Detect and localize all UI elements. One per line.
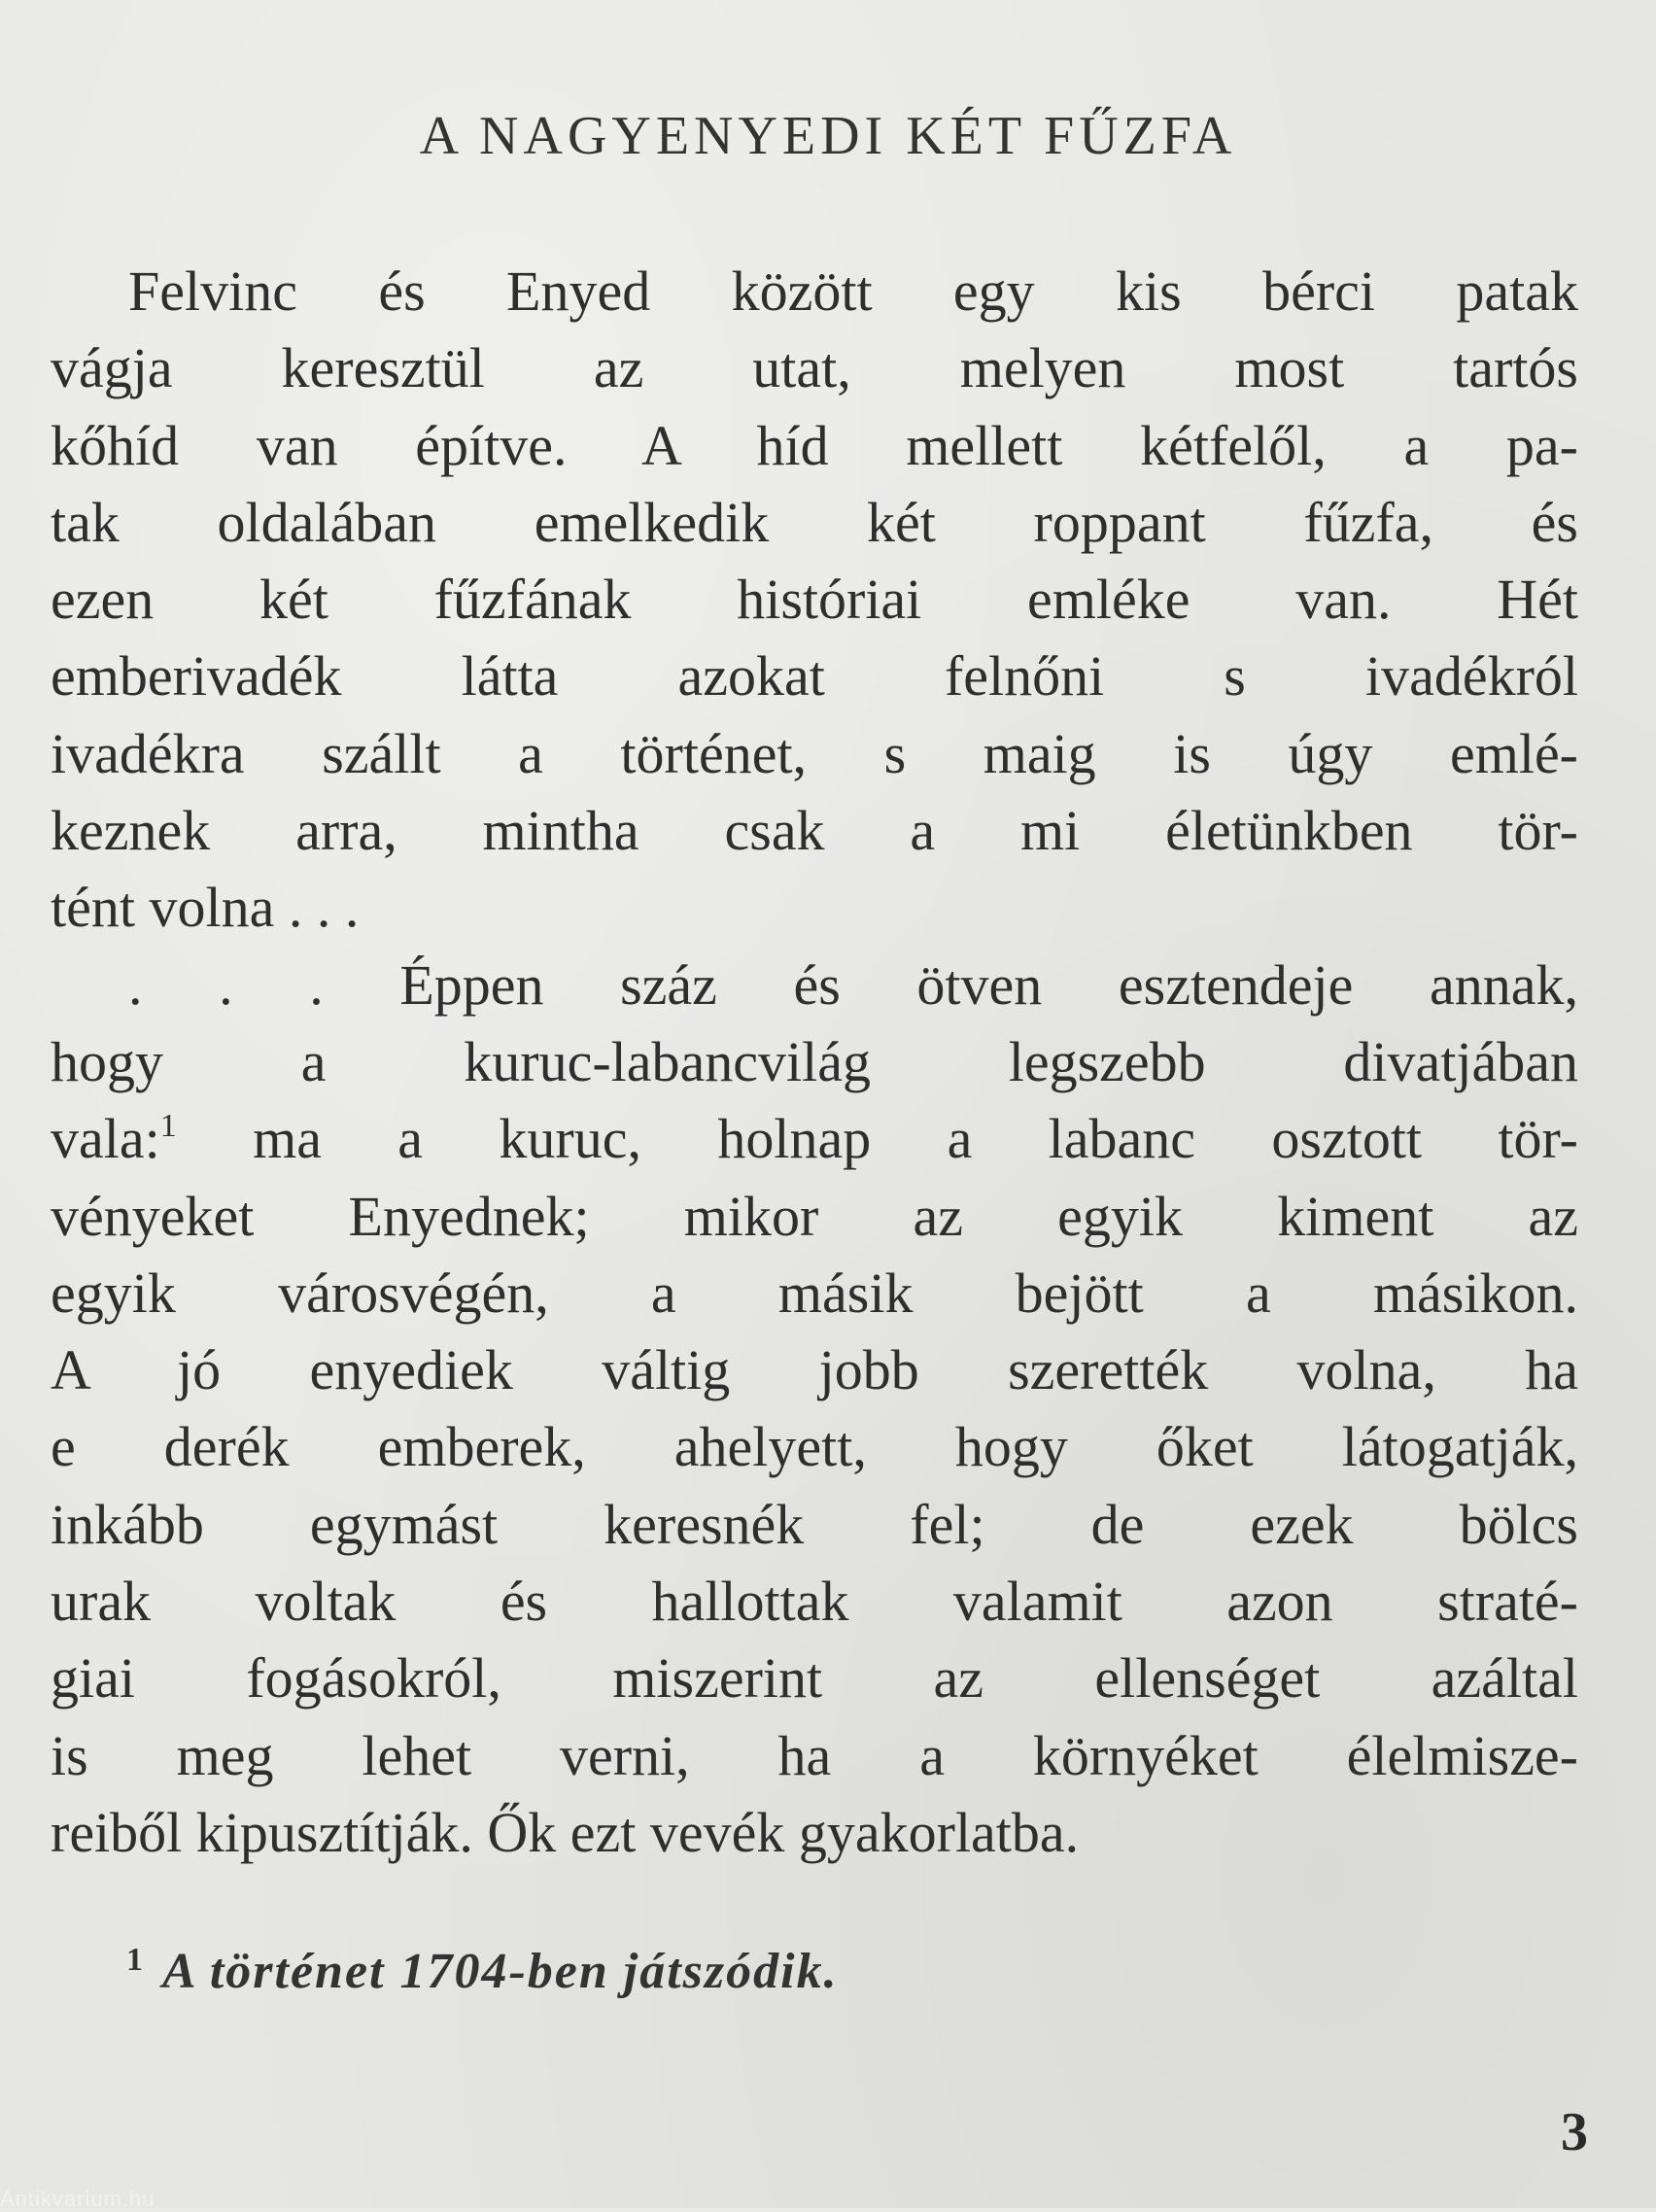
footnote-reference: 1 xyxy=(159,1108,177,1145)
footnote-number: 1 xyxy=(126,1942,145,1978)
text-line: tak oldalában emelkedik két roppant fűzfa, és xyxy=(51,490,1578,554)
text-line: is meg lehet verni, ha a környéket élelmisze- xyxy=(51,1723,1578,1787)
footnote xyxy=(126,1942,839,2000)
text-line: Felvinc és Enyed között egy kis bérci patak xyxy=(128,259,1578,323)
text-fragment: vala: xyxy=(51,1107,160,1171)
text-line: . . . Éppen száz és ötven esztendeje annak, xyxy=(128,952,1578,1017)
text-line: tént volna . . . xyxy=(51,876,360,940)
text-line: keznek arra, mintha csak a mi életünkben tör- xyxy=(51,799,1578,863)
text-line: urak voltak és hallottak valamit azon straté- xyxy=(51,1570,1578,1634)
text-line: vágja keresztül az utat, melyen most tartós xyxy=(51,336,1578,400)
body-text xyxy=(51,253,1578,1871)
text-line: hogy a kuruc-labancvilág legszebb divatjában xyxy=(51,1029,1578,1093)
text-line: emberivadék látta azokat felnőni s ivadékról xyxy=(51,644,1578,709)
text-fragment: ma a kuruc, holnap a labanc osztott tör- xyxy=(176,1107,1578,1171)
text-line: ezen két fűzfának históriai emléke van. Hét xyxy=(51,568,1578,632)
page-number: 3 xyxy=(1561,2102,1588,2162)
text-line-with-footnote-ref xyxy=(51,1100,1578,1177)
text-line: egyik városvégén, a másik bejött a másikon. xyxy=(51,1261,1578,1325)
footnote-text: A történet 1704-ben játszódik. xyxy=(162,1944,839,1999)
text-line: reiből kipusztítják. Ők ezt vevék gyakorlatba. xyxy=(51,1800,1080,1864)
text-line: e derék emberek, ahelyett, hogy őket látogatják, xyxy=(51,1415,1578,1479)
text-line: A jó enyediek váltig jobb szerették volna, ha xyxy=(51,1338,1578,1402)
text-line: vényeket Enyednek; mikor az egyik kiment az xyxy=(51,1184,1578,1248)
watermark: Antikvarium.hu xyxy=(0,2187,155,2211)
text-line: kőhíd van építve. A híd mellett kétfelől, a pa- xyxy=(51,413,1578,477)
text-line: giai fogásokról, miszerint az ellenséget azáltal xyxy=(51,1646,1578,1711)
text-line: ivadékra szállt a történet, s maig is úgy emlé- xyxy=(51,721,1578,785)
chapter-title: A NAGYENYEDI KÉT FŰZFA xyxy=(419,106,1237,166)
text-line: inkább egymást keresnék fel; de ezek bölcs xyxy=(51,1492,1578,1556)
